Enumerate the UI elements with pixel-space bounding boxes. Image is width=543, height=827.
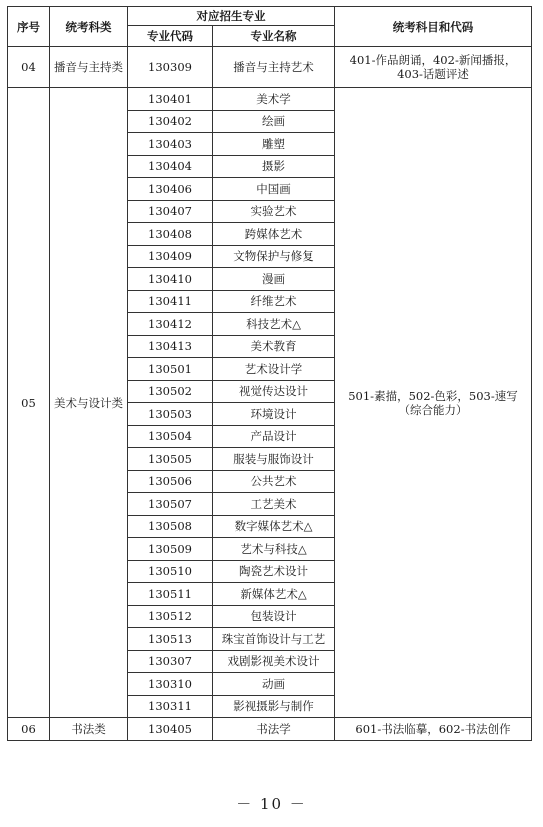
header-category: 统考科类 [50, 7, 128, 47]
major-code-cell: 130413 [128, 335, 213, 358]
major-name-cell: 文物保护与修复 [213, 245, 335, 268]
major-code-cell: 130511 [128, 583, 213, 606]
major-code-cell: 130513 [128, 628, 213, 651]
header-code: 专业代码 [128, 26, 213, 47]
major-name-cell: 包装设计 [213, 605, 335, 628]
major-name-cell: 陶瓷艺术设计 [213, 560, 335, 583]
major-code-cell: 130504 [128, 425, 213, 448]
major-name-cell: 戏剧影视美术设计 [213, 650, 335, 673]
major-code-cell: 130412 [128, 313, 213, 336]
major-code-cell: 130402 [128, 110, 213, 133]
major-code-cell: 130406 [128, 178, 213, 201]
major-name-cell: 绘画 [213, 110, 335, 133]
major-code-cell: 130407 [128, 200, 213, 223]
major-code-cell: 130408 [128, 223, 213, 246]
category-cell: 播音与主持类 [50, 47, 128, 88]
major-code-cell: 130505 [128, 448, 213, 471]
major-name-cell: 美术教育 [213, 335, 335, 358]
major-code-cell: 130509 [128, 538, 213, 561]
seq-cell: 06 [8, 718, 50, 741]
major-code-cell: 130403 [128, 133, 213, 156]
major-name-cell: 环境设计 [213, 403, 335, 426]
major-code-cell: 130401 [128, 88, 213, 111]
table-body [8, 47, 532, 741]
major-code-cell: 130309 [128, 47, 213, 88]
major-code-cell: 130506 [128, 470, 213, 493]
major-name-cell: 服装与服饰设计 [213, 448, 335, 471]
major-code-cell: 130508 [128, 515, 213, 538]
exam-subjects-cell: 401-作品朗诵，402-新闻播报，403-话题评述 [335, 47, 532, 88]
major-name-cell: 美术学 [213, 88, 335, 111]
major-code-cell: 130512 [128, 605, 213, 628]
seq-cell: 04 [8, 47, 50, 88]
major-code-cell: 130311 [128, 695, 213, 718]
major-code-cell: 130510 [128, 560, 213, 583]
major-name-cell: 视觉传达设计 [213, 380, 335, 403]
major-name-cell: 产品设计 [213, 425, 335, 448]
major-code-cell: 130411 [128, 290, 213, 313]
header-major-group: 对应招生专业 [128, 7, 335, 26]
major-name-cell: 纤维艺术 [213, 290, 335, 313]
exam-category-table [7, 6, 532, 741]
major-name-cell: 珠宝首饰设计与工艺 [213, 628, 335, 651]
exam-subjects-cell: 501-素描，502-色彩，503-速写（综合能力） [335, 88, 532, 718]
category-cell: 美术与设计类 [50, 88, 128, 718]
exam-subjects-cell: 601-书法临摹，602-书法创作 [335, 718, 532, 741]
table-row [8, 47, 532, 88]
major-code-cell: 130410 [128, 268, 213, 291]
major-name-cell: 跨媒体艺术 [213, 223, 335, 246]
major-name-cell: 摄影 [213, 155, 335, 178]
major-name-cell: 影视摄影与制作 [213, 695, 335, 718]
header-name: 专业名称 [213, 26, 335, 47]
page-number: － 10 － [236, 795, 307, 813]
major-name-cell: 艺术设计学 [213, 358, 335, 381]
header-row-1 [8, 7, 532, 26]
table-row [8, 88, 532, 111]
header-seq: 序号 [8, 7, 50, 47]
major-name-cell: 漫画 [213, 268, 335, 291]
major-name-cell: 新媒体艺术△ [213, 583, 335, 606]
major-code-cell: 130405 [128, 718, 213, 741]
major-name-cell: 数字媒体艺术△ [213, 515, 335, 538]
table-row [8, 718, 532, 741]
major-name-cell: 书法学 [213, 718, 335, 741]
major-name-cell: 中国画 [213, 178, 335, 201]
major-name-cell: 艺术与科技△ [213, 538, 335, 561]
seq-cell: 05 [8, 88, 50, 718]
major-code-cell: 130502 [128, 380, 213, 403]
major-name-cell: 科技艺术△ [213, 313, 335, 336]
major-code-cell: 130307 [128, 650, 213, 673]
major-name-cell: 实验艺术 [213, 200, 335, 223]
header-exam: 统考科目和代码 [335, 7, 532, 47]
major-code-cell: 130503 [128, 403, 213, 426]
major-name-cell: 动画 [213, 673, 335, 696]
major-name-cell: 工艺美术 [213, 493, 335, 516]
major-name-cell: 公共艺术 [213, 470, 335, 493]
major-code-cell: 130501 [128, 358, 213, 381]
major-code-cell: 130310 [128, 673, 213, 696]
category-cell: 书法类 [50, 718, 128, 741]
major-name-cell: 雕塑 [213, 133, 335, 156]
major-code-cell: 130507 [128, 493, 213, 516]
major-name-cell: 播音与主持艺术 [213, 47, 335, 88]
major-code-cell: 130409 [128, 245, 213, 268]
major-code-cell: 130404 [128, 155, 213, 178]
